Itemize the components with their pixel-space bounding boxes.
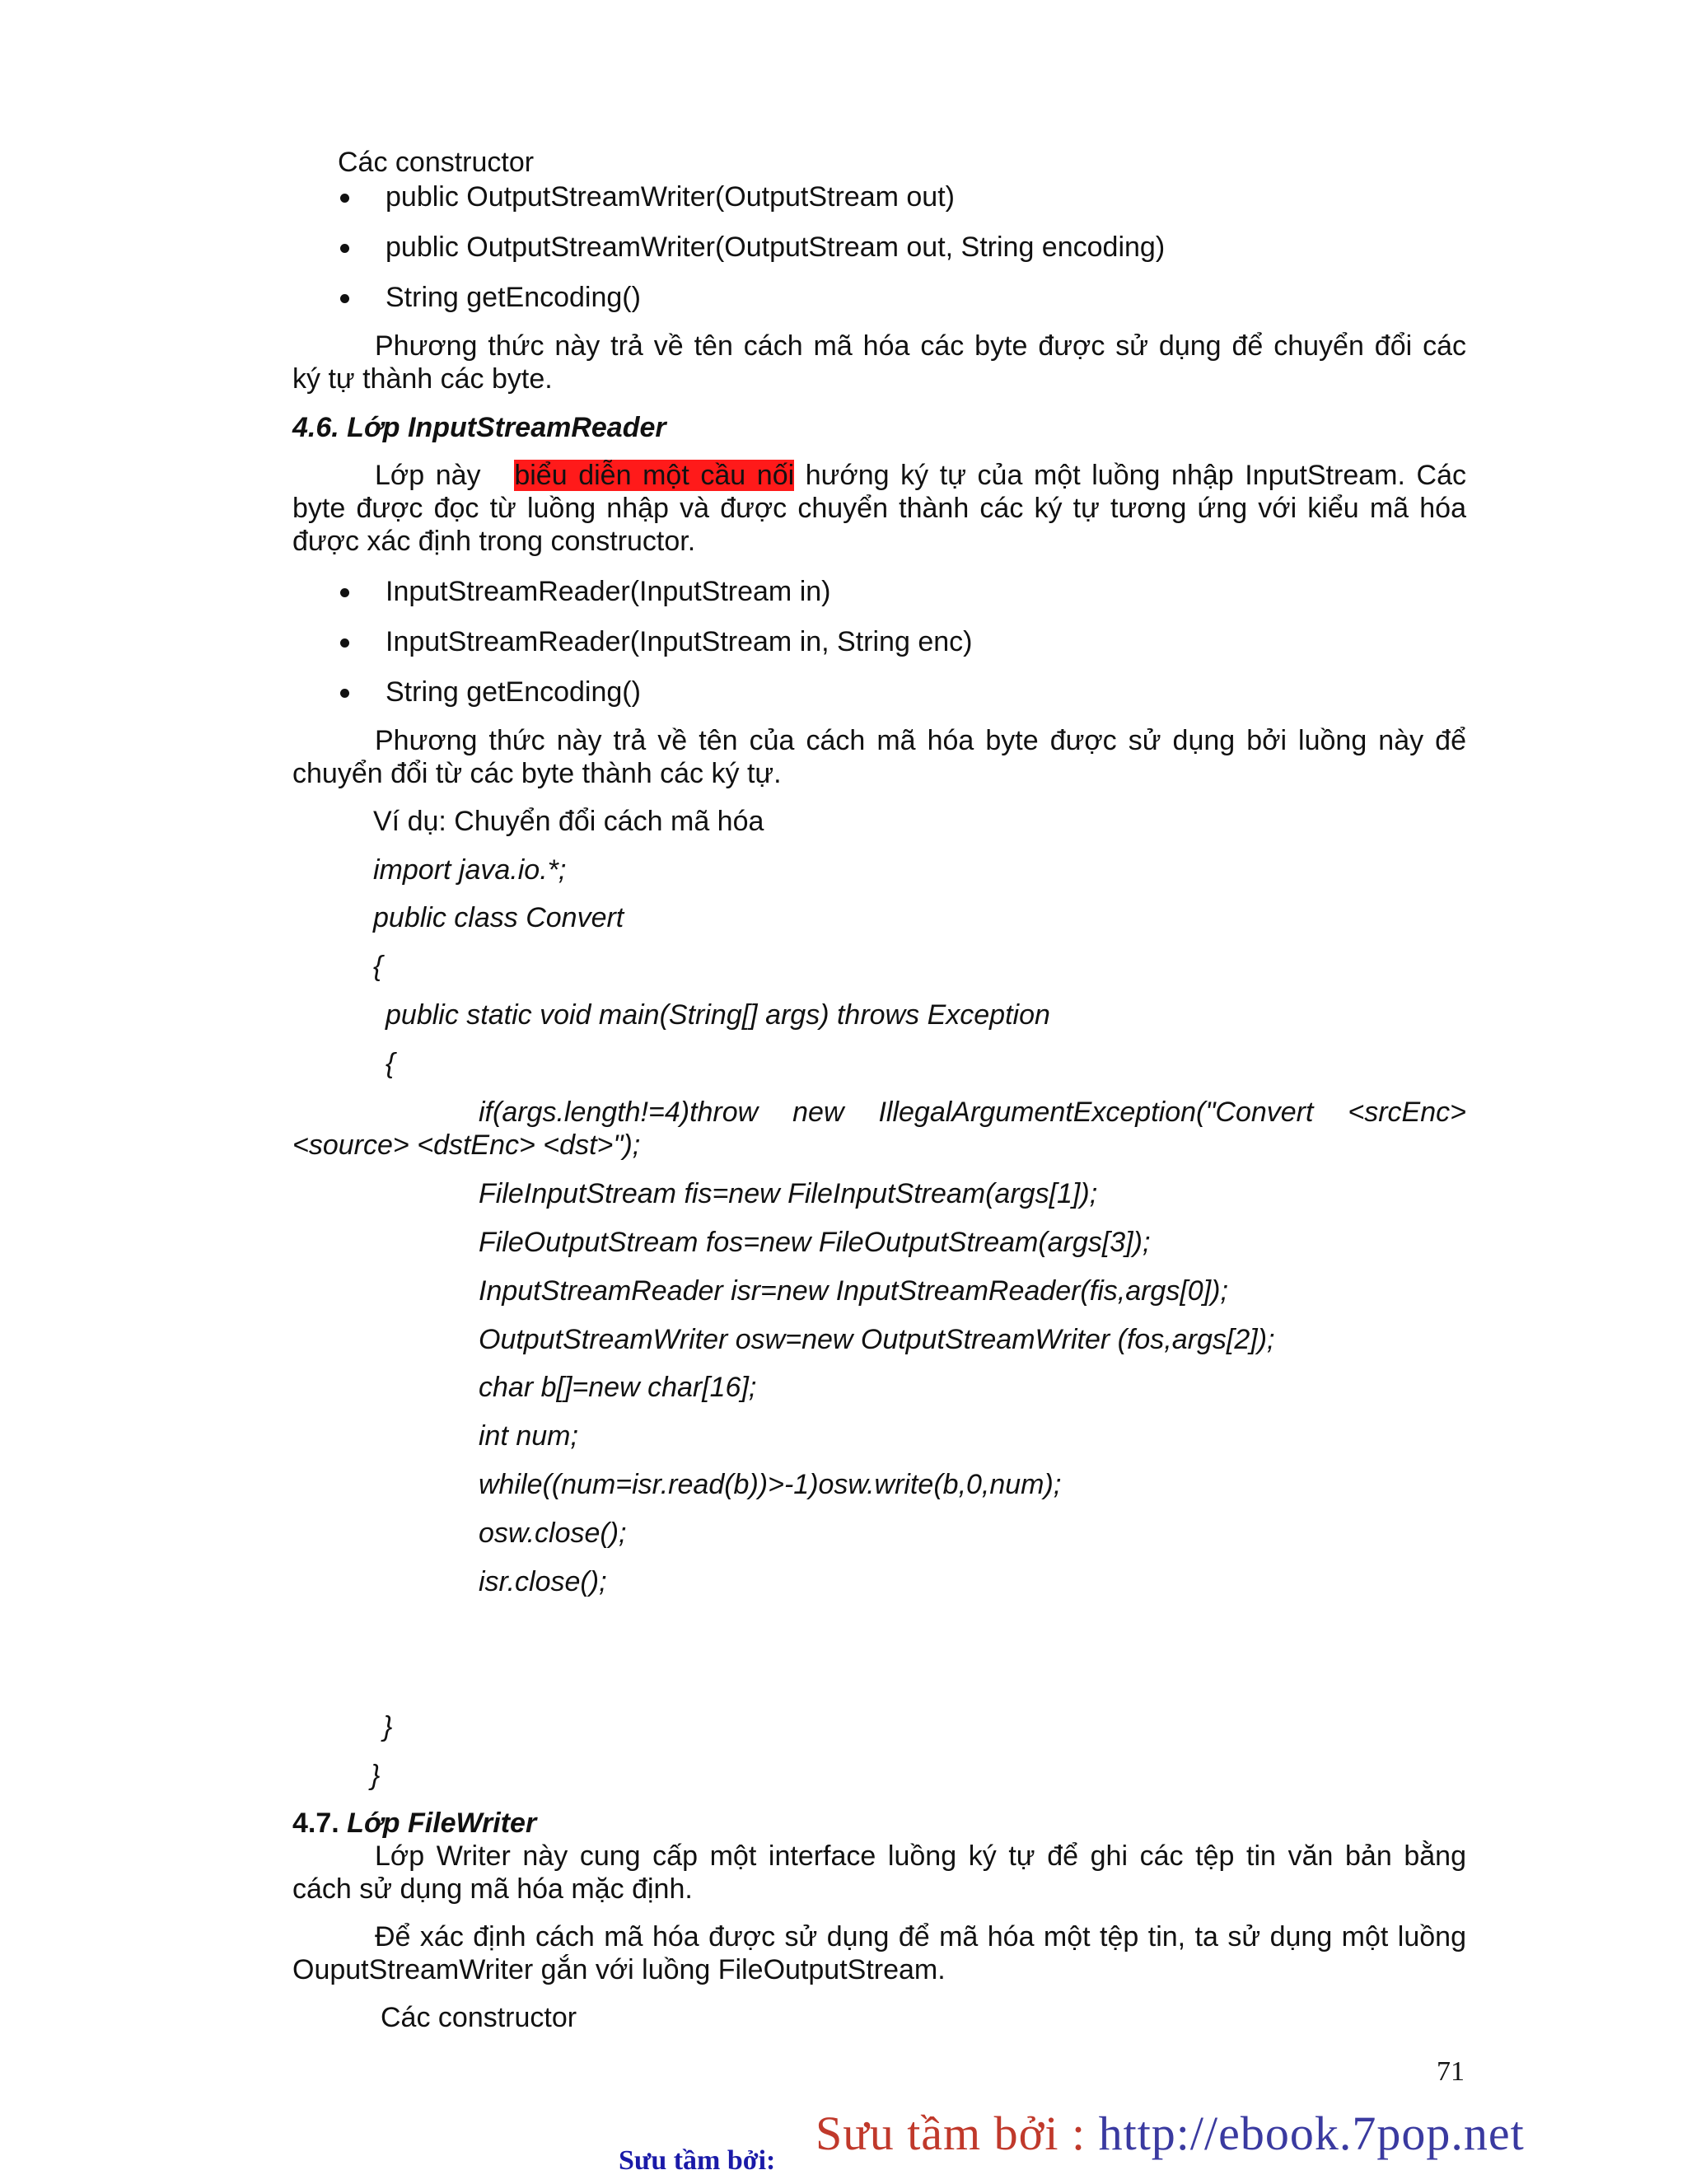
example-label: Ví dụ: Chuyển đổi cách mã hóa bbox=[373, 806, 764, 837]
bullet-item: public OutputStreamWriter(OutputStream out) bbox=[386, 181, 955, 213]
constructors-label: Các constructor bbox=[381, 2002, 577, 2033]
watermark-url: http://ebook.7pop.net bbox=[1098, 2107, 1525, 2160]
code-main-decl: public static void main(String[] args) throws Exception bbox=[386, 999, 1050, 1031]
code-close-brace: } bbox=[371, 1760, 381, 1791]
code-line: FileOutputStream fos=new FileOutputStream(args[3]); bbox=[479, 1227, 1151, 1258]
paragraph-line: Để xác định cách mã hóa được sử dụng để mã hóa một tệp tin, ta sử dụng một luồng bbox=[375, 1921, 1466, 1953]
code-line: osw.close(); bbox=[479, 1518, 627, 1549]
paragraph-line: byte được đọc từ luồng nhập và được chuyển thành các ký tự tương ứng với kiểu mã hóa bbox=[292, 493, 1466, 524]
paragraph-line bbox=[292, 459, 1466, 492]
code-import: import java.io.*; bbox=[373, 854, 567, 886]
code-if-line-cont: <source> <dstEnc> <dst>"); bbox=[292, 1129, 641, 1161]
section-heading-4-6 bbox=[292, 411, 666, 444]
section-heading-4-7 bbox=[292, 1807, 536, 1840]
section-title: Lớp FileWriter bbox=[347, 1808, 537, 1839]
bullet-icon bbox=[340, 294, 349, 303]
paragraph-line: OuputStreamWriter gắn với luồng FileOutputStream. bbox=[292, 1954, 946, 1985]
paragraph-line: cách sử dụng mã hóa mặc định. bbox=[292, 1873, 693, 1905]
credit-label: Sưu tầm bởi: bbox=[619, 2145, 776, 2176]
paragraph-line: Phương thức này trả về tên của cách mã hóa byte được sử dụng bởi luồng này để bbox=[375, 725, 1466, 756]
intro-prefix: Lớp này bbox=[375, 460, 481, 491]
constructors-label: Các constructor bbox=[338, 147, 535, 178]
bullet-item: InputStreamReader(InputStream in) bbox=[386, 576, 831, 607]
code-line: FileInputStream fis=new FileInputStream(args[1]); bbox=[479, 1178, 1098, 1209]
section-number: 4.7. bbox=[292, 1808, 339, 1839]
watermark-prefix: Sưu tầm bởi : bbox=[815, 2107, 1099, 2160]
code-line: InputStreamReader isr=new InputStreamReader(fis,args[0]); bbox=[479, 1275, 1228, 1307]
code-line: int num; bbox=[479, 1420, 578, 1452]
paragraph-line: Phương thức này trả về tên cách mã hóa các byte được sử dụng để chuyển đổi các bbox=[375, 330, 1466, 362]
intro-suffix: hướng ký tự của một luồng nhập InputStream. Các bbox=[805, 460, 1466, 491]
bullet-item: InputStreamReader(InputStream in, String enc) bbox=[386, 626, 973, 657]
paragraph-inputstreamreader-intro bbox=[292, 459, 1466, 558]
code-close-brace: } bbox=[383, 1711, 393, 1742]
page-number: 71 bbox=[1437, 2056, 1465, 2087]
paragraph-filewriter-encoding bbox=[292, 1920, 1466, 1986]
bullet-icon bbox=[340, 588, 349, 597]
paragraph-line: Lớp Writer này cung cấp một interface luồng ký tự để ghi các tệp tin văn bản bằng bbox=[375, 1840, 1466, 1872]
paragraph-line: được xác định trong constructor. bbox=[292, 526, 696, 557]
bullet-item: String getEncoding() bbox=[386, 282, 641, 313]
bullet-icon bbox=[340, 689, 349, 698]
bullet-icon bbox=[340, 194, 349, 203]
code-if-line: if(args.length!=4)throw new IllegalArgumentException("Convert <srcEnc> bbox=[479, 1097, 1466, 1128]
bullet-item: public OutputStreamWriter(OutputStream out, String encoding) bbox=[386, 231, 1166, 263]
bullet-item: String getEncoding() bbox=[386, 676, 641, 708]
bullet-icon bbox=[340, 244, 349, 253]
bullet-icon bbox=[340, 638, 349, 648]
paragraph-line: chuyển đổi từ các byte thành các ký tự. bbox=[292, 758, 782, 789]
code-open-brace: { bbox=[373, 951, 383, 982]
paragraph-filewriter-intro bbox=[292, 1840, 1466, 1906]
section-number: 4.6. bbox=[292, 412, 339, 443]
code-line: OutputStreamWriter osw=new OutputStreamWriter (fos,args[2]); bbox=[479, 1324, 1275, 1355]
paragraph-getencoding-output bbox=[292, 330, 1466, 395]
code-class-decl: public class Convert bbox=[373, 902, 624, 933]
paragraph-getencoding-input bbox=[292, 724, 1466, 790]
code-line: isr.close(); bbox=[479, 1566, 607, 1597]
watermark bbox=[815, 2106, 1525, 2161]
code-line: char b[]=new char[16]; bbox=[479, 1372, 757, 1403]
highlighted-text: biểu diễn một cầu nối bbox=[514, 460, 795, 491]
paragraph-line: ký tự thành các byte. bbox=[292, 363, 553, 395]
code-line: while((num=isr.read(b))>-1)osw.write(b,0,num); bbox=[479, 1469, 1062, 1500]
section-title: Lớp InputStreamReader bbox=[347, 412, 666, 443]
code-open-brace: { bbox=[386, 1048, 395, 1079]
